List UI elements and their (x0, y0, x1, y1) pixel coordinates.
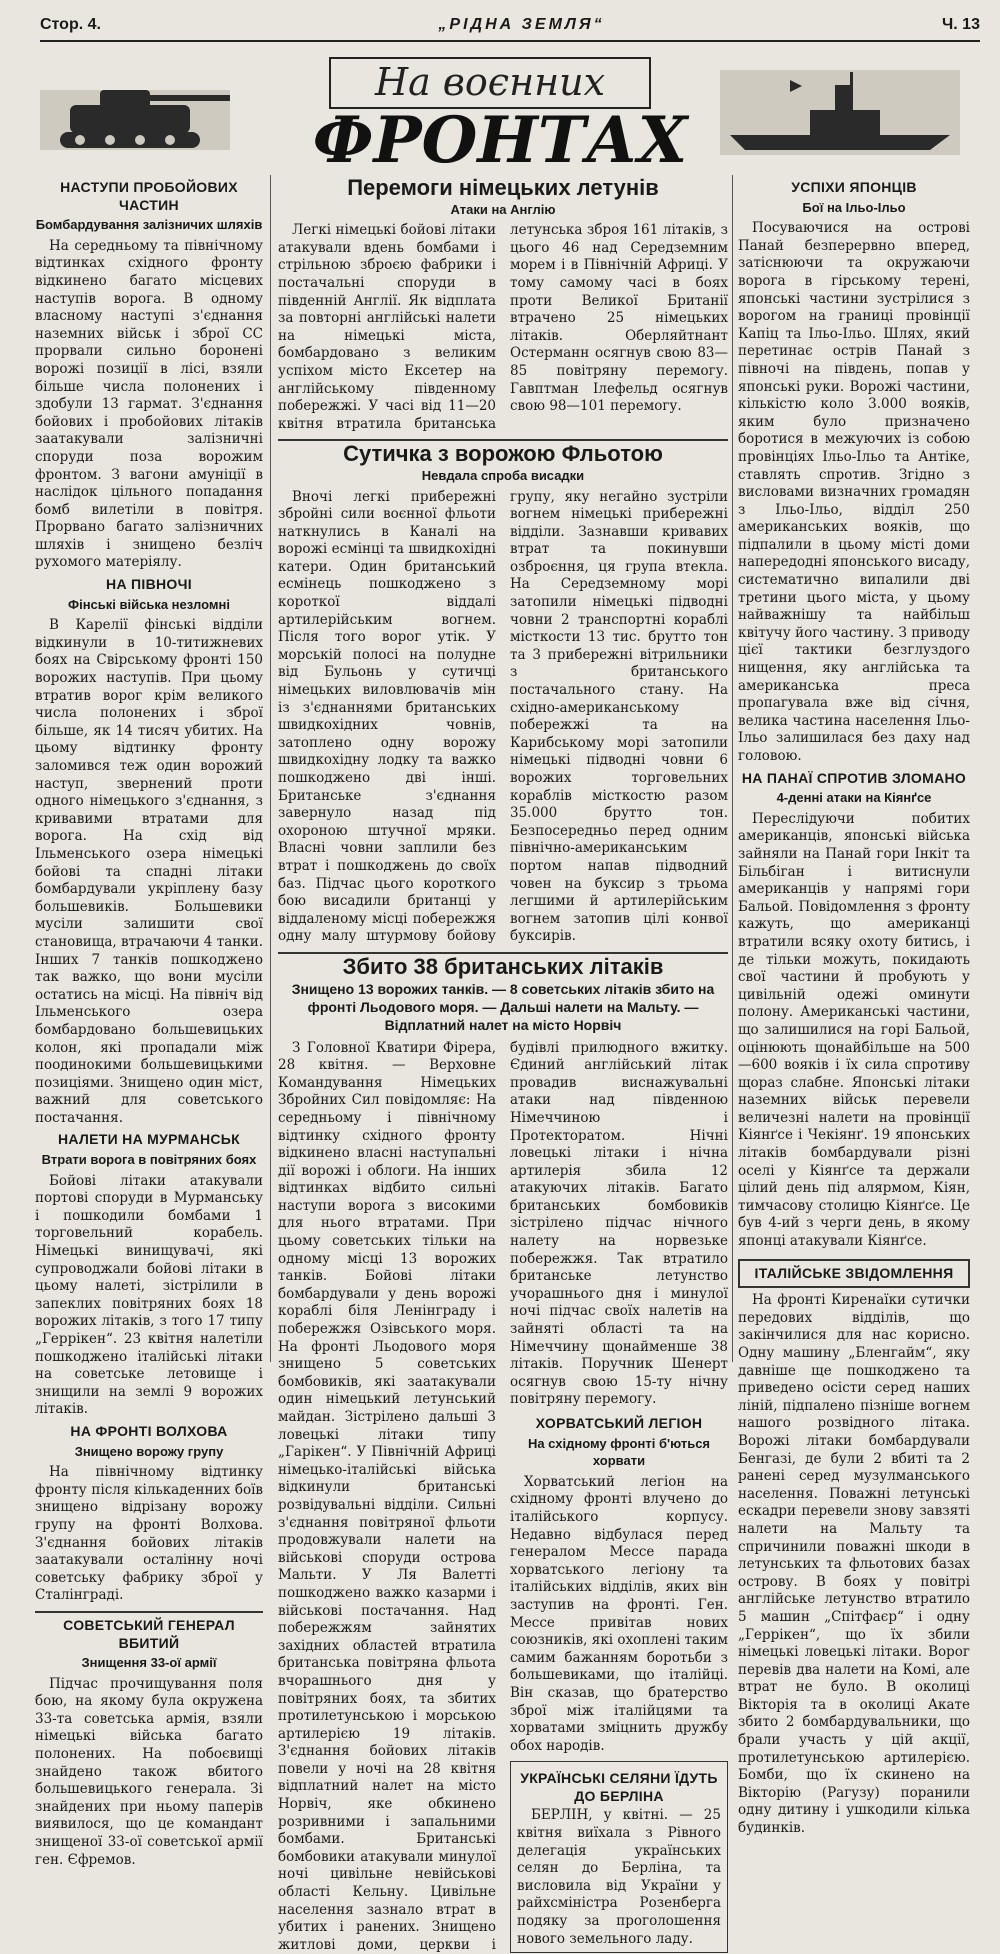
left-column (35, 175, 263, 1868)
article-north (35, 576, 263, 1127)
article-subtitle: Бої на Ільо-Ільо (802, 199, 906, 215)
article-body: Легкі німецькі бойові літаки атакували вдень бомбами і стрільною зброєю фабрики і постачальні споруди в південній Англії. Як відплата за повторні англійські налети на німецькі міста, бомбардовано з великим успіхом місто Ексетер на англійському південному побережжі. У часі від 11—20 квітня втратила британська летунська зброя 161 літаків, з цього 46 над Середземним морем і в Північній Африці. У тому самому часі в боях проти Великої Британії втрачено 25 німецьких літаків. Оберляйтнант Остерманн осягнув свою 83—85 повітряну перемогу. Гавптман Ілефельд осягнув свою 98—101 перемогу. (278, 222, 728, 432)
article-title: НА ФРОНТІ ВОЛХОВА (70, 1422, 228, 1439)
article-body: В Карелії фінські відділи відкинули в 10-титижневих боях на Свірському фронті 150 ворожих наступів. При цьому втратив ворог крім великого числа полонених і зброї більше, як 14 тисяч убитих. На цьому відтинку фронту заломився теж один ворожий наступ, звернений проти одного німецького з'єднання, з кривавими втратами для ворога. На схід від Ільменського озера німецькі бойові та спадні літаки бомбардували укріплену базу большевиків. Большевики мусіли залишити свої становища, втрачаючи 4 танки. Інших 7 танків пошкоджено так важко, що вони мусіли остатись на місці. На північ від Ільменського озера бомбардовано большевицьких колон, які пропадали між поодинокими большевицькими позиціями. Знищено один міст, важний для советського постачання. (35, 617, 263, 1126)
warship-illustration (720, 70, 960, 155)
article-title: Сутичка з ворожою Фльотою (343, 441, 663, 467)
section-banner (30, 50, 970, 178)
article-fleet (278, 441, 728, 946)
article-subtitle: Атаки на Англію (450, 201, 556, 217)
article-body: Посуваючися на острові Панай безперервно вперед, затіснюючи та окружаючи ворога в гірському терені, японські частини зустрілися з ворогом на границі провінції Капіц та Ільо-Ільо. Шлях, який перетинає острів Панай з півночі на південь, попав у японські руки. Ворожі частини, кількістю коло 3.000 вояків, яким було призначено боротися в межуючих із собою провінціях Ільо-Ільо та Антіке, ставлять спротив. Згідно з висловами визначних громадян з Ільо-Ільо, відділ 250 американських вояків, що підпалили в цьому місті доми напередодні японського висаду, систематично випалили дві третини цього міста, у цьому найважнішу та найбільш квітучу його частину. З приводу цієї тактики безглуздого нищення, яку англійська та американська преса пропагувала вже від січня, велика частина населення Ільо-Ільо залишилася без даху над головою. (738, 220, 970, 764)
article-subtitle: Втрати ворога в повітряних боях (41, 1152, 257, 1168)
center-column (278, 175, 728, 1953)
article-body: На середньому та північному відтинках східного фронту відкинено багато місцевих наступів ворога. В одному власному наступі з'єднання наземних військ і зброї СС прорвали сильно боронені ворожі позиції в лісі, взяли більше числа полонених і здобули 13 гармат. З'єднання бойових і пробойових літаків заатакували залізничні споруди поза ворожим фронтом. З вагони амуніції в наслідок цільного попадання бомб вилетіли в повітря. Прорвано багато залізничних шляхів і знищено безліч рухомого матеріялу. (35, 237, 263, 571)
page-number: Стор. 4. (40, 16, 101, 33)
article-italian-report (738, 1292, 970, 1837)
article-body: З Головної Кватири Фірера, 28 квітня. — Верховне Командування Німецьких Збройних Сил повідомляє: На середньому і північному відтинку східного фронту відкинено власні наступальні дії ворожі і облоги. На інших відтинках відбито сильні наступи ворога з високими для нього втратами. При цьому советських тільки на одному місці 13 ворожих танків. Бойові літаки бомбардували у день ворожі кораблі біля Ленінграду і побережжя Озівського моря. На фронті Льодового моря знищено 5 советських бомбовиків, які заатакували один німецький летунський майдан. Зістрілено дальші 3 ловецькі літаки типу „Гарікен“. У Північній Африці німецько-італійські війська відкинули британські розвідувальні відділи. Сильні з'єднання повітряної фльоти продовжували налети на військові споруди острова Мальти. У Ля Валетті пошкоджено важко казарми і військові постачання. Над побережжям зайнятих західних областей втратила британська повітряна фльота вчорашнього дня у повітряних боях, та збитих протилетунською і морською артилерією 19 літаків. З'єднання бойових літаків повели у ночі на 28 квітня відплатний налет на місто Норвіч, яке обкинено розривними і запальними бомбами. Британські бомбовики атакували минулої ночі цивільне невійськові області Кельну. Цивільне населення зазнало втрат в убитих і ранених. Знищено житлові доми, церкви і будівлі прилюдного вжитку. Єдиний англійський літак провадив виснажувальні атаки над південною Німеччиною і Протекторатом. Нічні ловецькі літаки і нічна артилерія збила 12 атакуючих літаків. Багато британських бомбовиків зістрілено підчас нічного налету на норвезьке побережжя. Так втратило британське летунство учорашнього дня і минулої ночі підчас своїх налетів на зайняті області та на Німеччину щонайменше 38 літаків. Поручник Шенерт осягнув свою 15-ту нічну повітряну перемогу. (278, 1039, 728, 1953)
article-general (35, 1617, 263, 1869)
article-body: Вночі легкі прибережні збройні сили воєнної фльоти наткнулись в Каналі на ворожі есмінці та швидкохідні катери. Один британський есмінець пошкоджено з короткої віддалі артилерійським вогнем. Після того ворог утік. У морській полосі на полудне від Бульонь у сутичці німецьких виловлювачів мін із з'єднаннями британських швидкохідних човнів, затоплено одну ворожу швидкохідну лодку та важко пошкоджено дві інші. Британське з'єднання завернуло назад під охороною штучної мряки. Власні човни заплили без втрат і пошкоджень до своїх баз. Підчас цього короткого бою висадили британці у віддаленому місці побережжя одну малу штурмову бойову групу, яку негайно зустріли вогнем німецькі прибережні відділи. Зазнавши кривавих втрат та покинувши озброєння, ця група втекла. На Середземному морі затопили німецькі підводні човни 2 транспортні кораблі місткости 13 тис. брутто тон та 3 прибережні вітрильники з британського постачального стану. На східно-американському побережжі та на Карибському морі затопили німецькі підводні човни 6 ворожих торговельних кораблів місткостю разом 35.000 брутто тон. Безпосередньо перед одним північно-американським портом напав підводний човен на буксир з трьома легшими й артилерійським вогнем затопив цілі конвої буксирів. (278, 488, 728, 945)
article-title: УСПІХИ ЯПОНЦІВ (791, 179, 917, 195)
article-subtitle: На східному фронті б'ються хорвати (527, 1435, 711, 1469)
article-title: УКРАЇНСЬКІ СЕЛЯНИ ЇДУТЬ ДО БЕРЛІНА (520, 1770, 718, 1804)
article-body: Хорватський легіон на східному фронті влучено до італійського корпусу. Недавно відбулася перед генералом Мессе парада хорватського легіону та італійських відділів, яких він заступив на фронті. Ген. Мессе привітав нових союзників, які охоплені таким самим бажанням боротьби з большевиками, що італійці. Він сказав, що братерство зброї між італійцями та хорватами зміцнить дружбу обох народів. (510, 1473, 728, 1754)
article-body: БЕРЛІН, у квітні. — 25 квітня виїхала з Рівного делегація українських селян до Берліна, та висловила від України у райхсміністра Розенберга подяку за проголошення нового земельного ладу. (517, 1807, 721, 1947)
article-subtitle: 4-денні атаки на Кіянґсе (776, 790, 932, 806)
article-subtitle: Знищено ворожу групу (74, 1443, 224, 1459)
article-title: Збито 38 британських літаків (342, 953, 664, 979)
title-block (313, 58, 690, 178)
newspaper-name: „РІДНА ЗЕМЛЯ“ (438, 16, 605, 33)
article-volkhov (35, 1423, 263, 1605)
article-ukrainian-peasants (510, 1761, 728, 1953)
article-japanese-success (738, 179, 970, 766)
article-subtitle: Фінські війська незломні (68, 596, 230, 612)
article-body: На фронті Киренаїки сутички передових відділів, що закінчилися для нас корисно. Одну машину „Бленгайм“, яку давніше ще пошкоджено та приведено осісти серед наших ліній, підпалено пізніше вогнем нашого розвідного літака. Ворожі літаки бомбардували Бенгазі, де були 2 вбиті та 2 ранені серед музулманського населення. Поважні летунські ескадри перевели знову завзяті налети на Мальту та спричинили поважні шкоди в летунських та фльотових базах острову. В боях у повітрі англійське летунство втратило 5 машин „Спітфаєр“ і одну „Геррікен“, що їх збили німецькі ловецькі літаки. Ворог перевів два налети на Комі, але втрат не було. В околиці Вікторія та в околиці Акате збито 2 бомбардувальники, що брали участь у цій акції, протилетунською артилерією. Бомби, що їх скинено на Вікторію (Рагузу) поранили одну дитину і ушкодили кілька будинків. (738, 1292, 970, 1837)
article-title: НАЛЕТИ НА МУРМАНСЬК (58, 1131, 240, 1148)
article-title: СОВЕТСЬКИЙ ГЕНЕРАЛ ВБИТИЙ (63, 1616, 235, 1651)
article-croatian-legion (510, 1415, 728, 1755)
tank-illustration (40, 90, 230, 150)
article-title: Перемоги німецьких летунів (347, 175, 659, 200)
article-lead: Знищено 13 ворожих танків. — 8 советських літаків збито на фронті Льодового моря. — Дальші налети на Мальту. — Відплатний налет на місто Норвіч (291, 980, 715, 1033)
article-murmansk (35, 1131, 263, 1419)
article-offensives (35, 179, 263, 572)
italian-report-header (738, 1259, 970, 1289)
article-title: НАСТУПИ ПРОБОЙОВИХ ЧАСТИН (60, 179, 238, 213)
article-body: Переслідуючи побитих американців, японські війська зайняли на Панай гори Інкіт та Більбіган і витиснули американців у напрямі гори Бальой. Повідомлення з фронту кажуть, що американці втратили всяку охоту битись, і де тільки можуть, покидають свої частини й пробують у цивільній одежі оминути полону. Американські частини, що залишилися на горі Бальой, оцінюють щонайбільше на 500—600 вояків і їх сила спротиву щораз слабне. Японські літаки наземних військ перевели величезні налети на провінції Кіянґсе і Чекіянґ. 19 японських літаків бомбардували різні оселі у Кіянґсе та держали цілий день під алярмом, Кіян, тимчасову столицю Кіянґсе. Це був 4-ий з черги день, в якому японці атакували Кіянґсе. (738, 810, 970, 1250)
banner-line2: ФРОНТАХ (312, 103, 688, 178)
article-title: ХОРВАТСЬКИЙ ЛЕГІОН (535, 1415, 703, 1431)
article-title: НА ПАНАЇ СПРОТИВ ЗЛОМАНО (741, 769, 967, 786)
article-subtitle: Невдала спроба висадки (421, 467, 585, 483)
article-body: Підчас прочищування поля бою, на якому була окружена 33-та советська армія, взяли німецькі війська багато полонених. На побоєвищі знайдено також вбитого большевицького генерала. Зі знайдених при ньому паперів виявилося, що це командант знищеної 33-ої советської армії ген. Єфремов. (35, 1675, 263, 1868)
article-pilots (278, 175, 728, 433)
right-column (738, 175, 970, 1837)
issue-number: Ч. 13 (942, 16, 980, 33)
article-subtitle: Знищення 33-ої армії (81, 1655, 217, 1671)
article-title: ІТАЛІЙСЬКЕ ЗВІДОМЛЕННЯ (754, 1264, 954, 1281)
article-panay (738, 770, 970, 1251)
article-body: На північному відтинку фронту після кількаденних боїв знищено відрізану ворожу групу на фронті Волхова. З'єднання бойових літаків заатакували осталінну ночі советську фабрику зброї у Сталінграді. (35, 1464, 263, 1604)
page-header (40, 10, 980, 42)
banner-line1: На воєнних (374, 60, 606, 104)
article-38-planes (278, 953, 728, 1954)
article-title: НА ПІВНОЧІ (106, 576, 192, 593)
article-body: Бойові літаки атакували портові споруди в Мурманську і пошкодили бомбами 1 торговельний корабель. Німецькі винищувачі, які супроводжали бойові літаки в цьому налеті, зістрілили в запеклих повітряних боях 18 ворожих літаків, з того 17 типу „Геррікен“. 23 квітня налетіли пошкоджено італійські літаки на советське летовище і знищили на землі 9 ворожих літаків. (35, 1172, 263, 1418)
article-subtitle: Бомбардування залізничих шляхів (35, 217, 263, 233)
